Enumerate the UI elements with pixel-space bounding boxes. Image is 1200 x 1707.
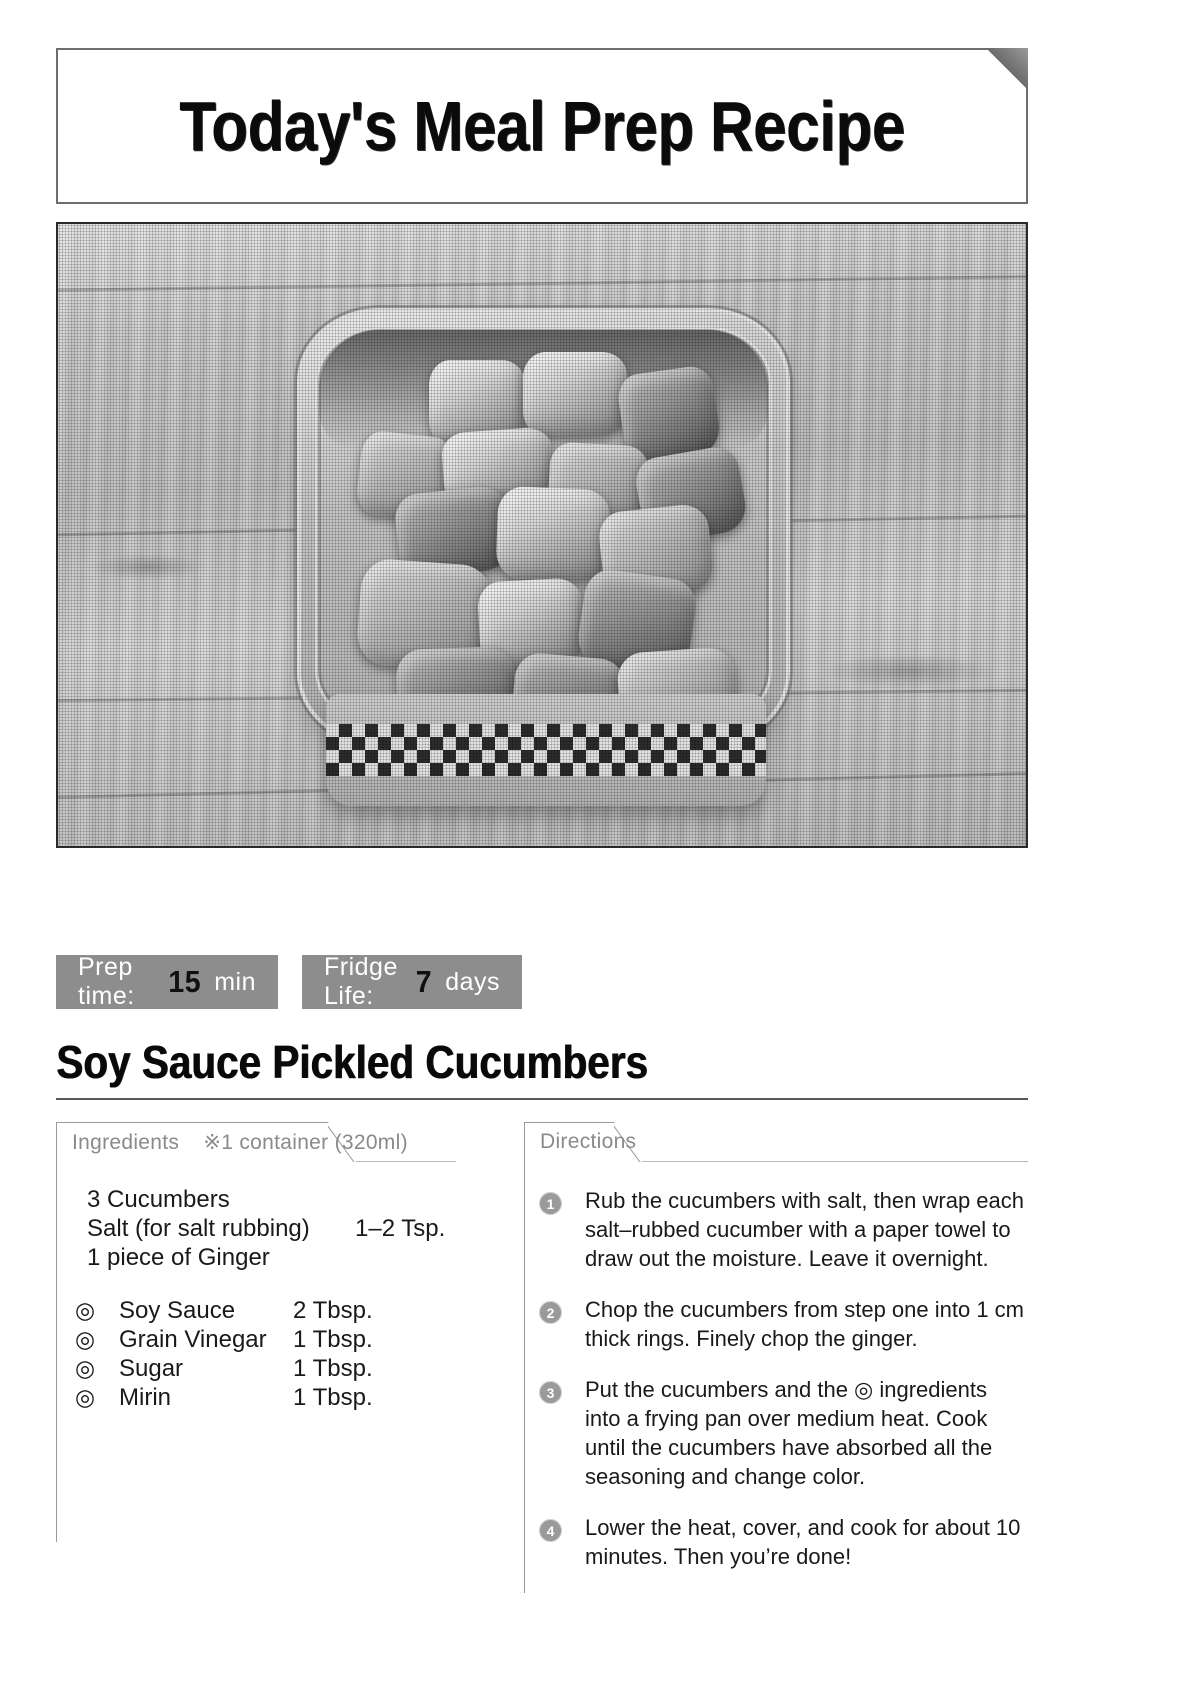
seasoning-marker-icon: ◎ <box>75 1355 96 1381</box>
checkered-pattern-band <box>326 724 766 776</box>
list-item <box>57 1297 456 1326</box>
ingredients-tab <box>56 1122 456 1162</box>
list-item <box>525 1513 1028 1593</box>
title-divider <box>56 1098 1028 1100</box>
ingredients-primary-list <box>57 1186 456 1273</box>
list-item <box>57 1384 456 1413</box>
ingredients-body <box>56 1162 456 1542</box>
seasoning-marker-icon: ◎ <box>75 1297 96 1323</box>
directions-body <box>524 1162 1028 1593</box>
ingredients-seasoning-list <box>57 1297 456 1413</box>
directions-tab-text <box>540 1130 636 1154</box>
list-item <box>525 1375 1028 1513</box>
ingredient-name: 3 Cucumbers <box>87 1186 230 1213</box>
list-item <box>525 1295 1028 1375</box>
step-number-badge: 2 <box>539 1301 562 1324</box>
step-text: Chop the cucumbers from step one into 1 cm thick rings. Finely chop the ginger. <box>585 1297 1024 1352</box>
prep-time-label: Prep time: <box>78 953 135 1010</box>
ingredient-name: Soy Sauce <box>119 1297 236 1324</box>
status-badge-fridge-life <box>302 955 522 1009</box>
directions-tab-label: Directions <box>540 1130 637 1153</box>
ingredient-amount: 1 Tbsp. <box>293 1384 373 1411</box>
ingredient-name: Grain Vinegar <box>119 1326 267 1353</box>
seasoning-marker-icon: ◎ <box>75 1326 96 1352</box>
list-item <box>57 1244 456 1273</box>
ingredient-amount: 1 Tbsp. <box>293 1355 373 1382</box>
ingredient-name: Mirin <box>119 1384 171 1411</box>
ingredient-name: 1 piece of Ginger <box>87 1244 270 1271</box>
status-badge-prep-time <box>56 955 278 1009</box>
wood-knot <box>818 654 998 688</box>
prep-time-value: 15 <box>168 964 201 999</box>
directions-panel <box>524 1122 1028 1593</box>
list-item <box>57 1215 456 1244</box>
ingredients-tab-text <box>72 1130 408 1155</box>
step-text: Lower the heat, cover, and cook for about 10 minutes. Then you’re done! <box>585 1515 1021 1570</box>
list-spacer <box>57 1273 456 1297</box>
ingredients-panel <box>56 1122 456 1542</box>
step-number-badge: 3 <box>539 1381 562 1404</box>
directions-step-list <box>525 1186 1028 1593</box>
list-item <box>525 1186 1028 1295</box>
directions-tab <box>524 1122 1028 1162</box>
ingredient-name: Salt (for salt rubbing) <box>87 1215 310 1242</box>
fridge-life-unit: days <box>445 967 500 996</box>
ingredients-tab-label: Ingredients <box>72 1131 180 1154</box>
ingredients-tab-note: ※1 container (320ml) <box>203 1131 408 1154</box>
list-item <box>57 1355 456 1384</box>
ingredient-amount: 1 Tbsp. <box>293 1326 373 1353</box>
dish-photo <box>56 222 1028 848</box>
dish-photo-inner <box>58 224 1026 846</box>
recipe-title: Soy Sauce Pickled Cucumbers <box>56 1036 648 1088</box>
prep-time-unit: min <box>214 967 256 996</box>
ingredient-name: Sugar <box>119 1355 184 1382</box>
page-title: Today's Meal Prep Recipe <box>179 87 905 165</box>
wood-knot <box>88 554 208 580</box>
list-item <box>57 1186 456 1215</box>
fridge-life-value: 7 <box>416 964 433 999</box>
food-container <box>301 312 786 742</box>
container-rim <box>315 326 772 728</box>
fridge-life-label: Fridge Life: <box>324 953 398 1010</box>
step-number-badge: 1 <box>539 1192 562 1215</box>
list-item <box>57 1326 456 1355</box>
step-number-badge: 4 <box>539 1519 562 1542</box>
header-banner <box>56 48 1028 204</box>
container-base <box>326 694 766 806</box>
step-text: Rub the cucumbers with salt, then wrap each salt–rubbed cucumber with a paper towel to draw out the moisture. Leave it overnight. <box>585 1188 1025 1272</box>
ingredient-amount: 2 Tbsp. <box>293 1297 373 1324</box>
seasoning-marker-icon: ◎ <box>75 1384 96 1410</box>
ingredient-amount: 1–2 Tsp. <box>355 1215 446 1242</box>
step-text: Put the cucumbers and the ◎ ingredients into a frying pan over medium heat. Cook until the cucumbers have absorbed all the seasoning and change color. <box>585 1377 993 1490</box>
